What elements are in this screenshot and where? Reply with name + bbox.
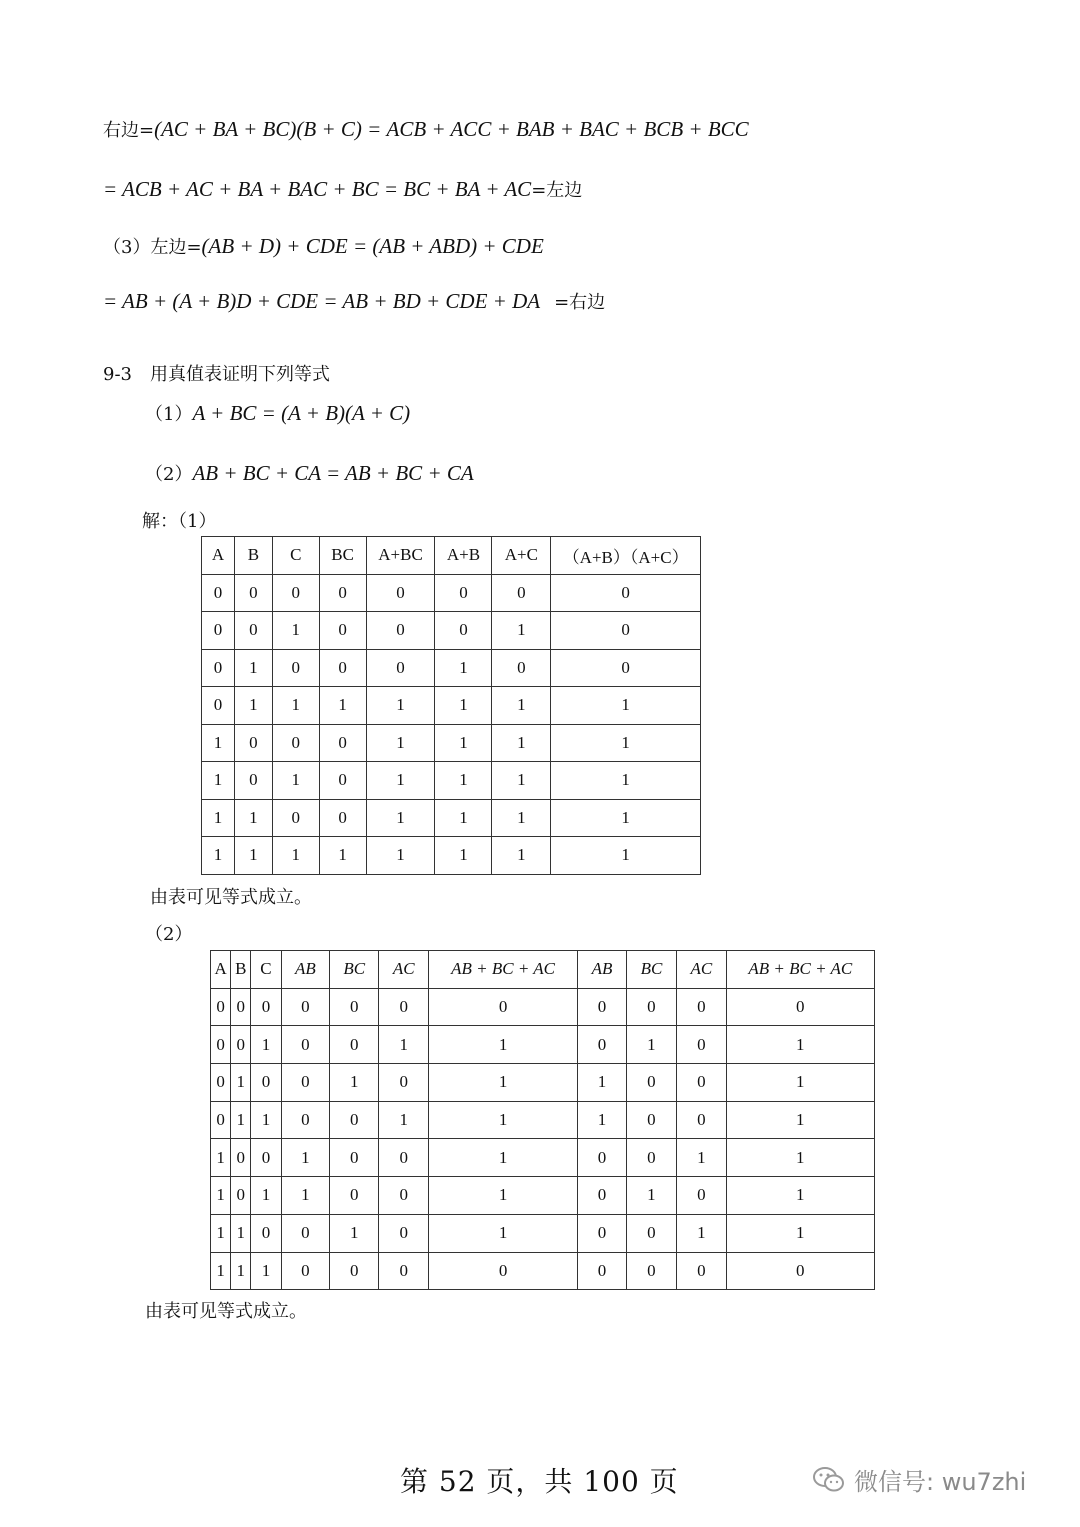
table-cell: 0: [626, 1252, 676, 1290]
table-cell: 1: [211, 1252, 231, 1290]
table-cell: 1: [366, 837, 435, 875]
table-cell: 1: [202, 724, 235, 762]
table-cell: 0: [211, 1064, 231, 1102]
table-cell: 0: [281, 1026, 329, 1064]
equation-line-4: [103, 288, 605, 314]
table-row: [202, 837, 701, 875]
problem-item-2: [145, 460, 474, 486]
table-cell: 0: [330, 1252, 379, 1290]
table-cell: 1: [578, 1101, 626, 1139]
table-cell: 1: [366, 724, 435, 762]
table-cell: 0: [578, 1214, 626, 1252]
header-cell: A: [211, 951, 231, 989]
table-cell: 0: [319, 574, 366, 612]
table-cell: 1: [435, 724, 492, 762]
eq4-math: = AB + (A + B)D + CDE = AB + BD + CDE + DA: [103, 289, 541, 313]
eq1-prefix: 右边=: [103, 120, 155, 141]
table-cell: 0: [251, 988, 281, 1026]
header-cell: （A+B）（A+C）: [551, 537, 701, 575]
table-cell: 0: [330, 1026, 379, 1064]
table-cell: 0: [281, 1214, 329, 1252]
table-cell: 1: [435, 762, 492, 800]
table-cell: 1: [251, 1026, 281, 1064]
table-cell: 0: [379, 1252, 428, 1290]
header-row: [202, 537, 701, 575]
table-cell: 0: [428, 1252, 577, 1290]
table-row: [202, 762, 701, 800]
table-cell: 0: [578, 1026, 626, 1064]
table-row: [202, 724, 701, 762]
table-cell: 1: [428, 1064, 577, 1102]
table-cell: 0: [578, 988, 626, 1026]
header-cell: BC: [626, 951, 676, 989]
table-cell: 0: [379, 1177, 428, 1215]
problem-item-1: [145, 400, 410, 426]
table-cell: 1: [428, 1026, 577, 1064]
header-cell: AC: [379, 951, 428, 989]
table-cell: 1: [231, 1101, 251, 1139]
table-row: [211, 1177, 875, 1215]
table-cell: 0: [551, 612, 701, 650]
header-cell: AB: [578, 951, 626, 989]
item1-math: A + BC = (A + B)(A + C): [192, 401, 411, 425]
table-cell: 1: [435, 687, 492, 725]
table-cell: 1: [428, 1139, 577, 1177]
truth-table-2: [210, 950, 875, 1290]
table-cell: 0: [272, 724, 319, 762]
table-cell: 1: [251, 1101, 281, 1139]
table-cell: 0: [379, 1064, 428, 1102]
table-cell: 0: [211, 1026, 231, 1064]
table-cell: 1: [435, 799, 492, 837]
equation-line-3: [103, 233, 544, 259]
table-cell: 1: [379, 1026, 428, 1064]
header-cell: A+B: [435, 537, 492, 575]
truth-table-1: [201, 536, 701, 875]
table-cell: 1: [231, 1064, 251, 1102]
table-cell: 0: [231, 1177, 251, 1215]
table-cell: 0: [551, 574, 701, 612]
table-cell: 1: [492, 837, 551, 875]
equation-line-1: [103, 116, 749, 142]
table-cell: 1: [272, 837, 319, 875]
table-cell: 0: [435, 612, 492, 650]
table-cell: 0: [578, 1139, 626, 1177]
table-cell: 0: [726, 1252, 874, 1290]
equation-line-2: [103, 176, 582, 202]
table-cell: 0: [626, 1064, 676, 1102]
header-cell: AB + BC + AC: [726, 951, 874, 989]
table-cell: 0: [231, 988, 251, 1026]
eq4-suffix: =右边: [554, 292, 606, 313]
table-cell: 0: [202, 574, 235, 612]
table-cell: 0: [281, 1252, 329, 1290]
table-cell: 0: [202, 612, 235, 650]
table-cell: 1: [677, 1139, 726, 1177]
table-cell: 1: [211, 1139, 231, 1177]
table-cell: 1: [492, 612, 551, 650]
watermark: [812, 1462, 1026, 1497]
table-cell: 0: [231, 1139, 251, 1177]
table-row: [202, 687, 701, 725]
table-row: [211, 1139, 875, 1177]
table-cell: 1: [492, 762, 551, 800]
table-cell: 0: [366, 612, 435, 650]
header-row: [211, 951, 875, 989]
table-cell: 0: [251, 1139, 281, 1177]
table-cell: 0: [272, 649, 319, 687]
conclusion-1: 由表可见等式成立。: [150, 887, 312, 908]
table-cell: 0: [330, 1101, 379, 1139]
header-cell: AB: [281, 951, 329, 989]
header-cell: B: [231, 951, 251, 989]
table-cell: 1: [726, 1101, 874, 1139]
eq3-math: (AB + D) + CDE = (AB + ABD) + CDE: [201, 234, 544, 258]
table-cell: 1: [272, 762, 319, 800]
eq3-prefix: （3）左边=: [103, 237, 202, 258]
table-cell: 1: [379, 1101, 428, 1139]
problem-title: 9-3 用真值表证明下列等式: [103, 364, 330, 385]
table-cell: 0: [626, 1101, 676, 1139]
table-cell: 0: [234, 574, 272, 612]
table-cell: 0: [726, 988, 874, 1026]
table-cell: 0: [330, 1139, 379, 1177]
item2-label: （2）: [145, 464, 193, 485]
table-cell: 1: [281, 1177, 329, 1215]
table-row: [202, 574, 701, 612]
part2-label: （2）: [145, 924, 193, 945]
table-row: [211, 1026, 875, 1064]
header-cell: BC: [330, 951, 379, 989]
table-cell: 1: [551, 687, 701, 725]
table-cell: 0: [379, 1139, 428, 1177]
table-cell: 0: [626, 1139, 676, 1177]
table-cell: 1: [726, 1139, 874, 1177]
table-cell: 1: [202, 837, 235, 875]
table-cell: 0: [319, 762, 366, 800]
table-row: [211, 1064, 875, 1102]
table-cell: 0: [578, 1177, 626, 1215]
table-cell: 1: [211, 1177, 231, 1215]
table-cell: 1: [281, 1139, 329, 1177]
table-cell: 0: [211, 1101, 231, 1139]
table-cell: 0: [231, 1026, 251, 1064]
table-cell: 0: [379, 1214, 428, 1252]
header-cell: A+BC: [366, 537, 435, 575]
table-cell: 0: [677, 1101, 726, 1139]
wechat-icon: [812, 1465, 846, 1495]
table-cell: 0: [379, 988, 428, 1026]
table-cell: 1: [319, 687, 366, 725]
table-cell: 1: [231, 1252, 251, 1290]
solution-label: 解：（1）: [142, 511, 217, 532]
table-cell: 1: [330, 1064, 379, 1102]
item1-label: （1）: [145, 404, 193, 425]
table-row: [202, 649, 701, 687]
header-cell: A: [202, 537, 235, 575]
table-cell: 0: [435, 574, 492, 612]
table-cell: 1: [492, 724, 551, 762]
table-cell: 0: [202, 649, 235, 687]
table-cell: 0: [319, 724, 366, 762]
table-cell: 1: [319, 837, 366, 875]
table-cell: 1: [366, 762, 435, 800]
table-cell: 1: [202, 799, 235, 837]
table-cell: 1: [551, 837, 701, 875]
table-cell: 1: [677, 1214, 726, 1252]
table-cell: 1: [272, 612, 319, 650]
table-cell: 1: [492, 687, 551, 725]
table-cell: 1: [551, 799, 701, 837]
header-cell: B: [234, 537, 272, 575]
table-cell: 1: [234, 687, 272, 725]
table-cell: 1: [234, 649, 272, 687]
table-cell: 1: [330, 1214, 379, 1252]
table-cell: 0: [330, 1177, 379, 1215]
table-cell: 0: [281, 1064, 329, 1102]
table-cell: 1: [428, 1214, 577, 1252]
watermark-text: 微信号: wu7zhi: [854, 1468, 1027, 1496]
table-cell: 0: [319, 612, 366, 650]
table-cell: 1: [366, 687, 435, 725]
table-cell: 0: [272, 574, 319, 612]
table-cell: 0: [281, 988, 329, 1026]
table-cell: 1: [251, 1252, 281, 1290]
table-row: [211, 1101, 875, 1139]
table-cell: 0: [234, 762, 272, 800]
table-cell: 0: [492, 574, 551, 612]
table-cell: 1: [578, 1064, 626, 1102]
table-cell: 0: [330, 988, 379, 1026]
table-row: [211, 1214, 875, 1252]
table-cell: 1: [234, 837, 272, 875]
table-cell: 0: [428, 988, 577, 1026]
table-cell: 0: [251, 1214, 281, 1252]
item2-math: AB + BC + CA = AB + BC + CA: [192, 461, 474, 485]
table-cell: 0: [202, 687, 235, 725]
table-cell: 0: [578, 1252, 626, 1290]
table-cell: 0: [319, 649, 366, 687]
table-cell: 0: [281, 1101, 329, 1139]
table-row: [211, 1252, 875, 1290]
table-cell: 0: [234, 612, 272, 650]
table-cell: 1: [272, 687, 319, 725]
table-cell: 1: [435, 837, 492, 875]
header-cell: C: [251, 951, 281, 989]
table-cell: 1: [551, 762, 701, 800]
eq2-math: = ACB + AC + BA + BAC + BC = BC + BA + AC: [103, 177, 532, 201]
table-row: [202, 799, 701, 837]
table-cell: 0: [211, 988, 231, 1026]
table-cell: 0: [677, 1064, 726, 1102]
table-cell: 0: [626, 988, 676, 1026]
eq2-suffix: =左边: [531, 180, 583, 201]
table-cell: 1: [626, 1177, 676, 1215]
table-cell: 1: [202, 762, 235, 800]
table-cell: 0: [366, 574, 435, 612]
table-cell: 0: [366, 649, 435, 687]
table-cell: 0: [272, 799, 319, 837]
table-cell: 0: [551, 649, 701, 687]
table-cell: 0: [319, 799, 366, 837]
table-cell: 1: [234, 799, 272, 837]
table-cell: 0: [677, 988, 726, 1026]
table-cell: 0: [677, 1252, 726, 1290]
header-cell: BC: [319, 537, 366, 575]
header-cell: AC: [677, 951, 726, 989]
table-cell: 1: [428, 1101, 577, 1139]
table-cell: 1: [231, 1214, 251, 1252]
table-cell: 1: [726, 1177, 874, 1215]
table-cell: 1: [435, 649, 492, 687]
table-cell: 1: [251, 1177, 281, 1215]
eq1-math: (AC + BA + BC)(B + C) = ACB + ACC + BAB + BAC + BCB + BCC: [154, 117, 749, 141]
table-cell: 0: [234, 724, 272, 762]
table-cell: 1: [726, 1026, 874, 1064]
table-cell: 1: [726, 1214, 874, 1252]
table-row: [202, 612, 701, 650]
table-cell: 0: [251, 1064, 281, 1102]
table-cell: 1: [366, 799, 435, 837]
table-cell: 1: [626, 1026, 676, 1064]
header-cell: C: [272, 537, 319, 575]
page-footer: 第 52 页，共 100 页: [400, 1465, 679, 1498]
table-cell: 1: [551, 724, 701, 762]
table-row: [211, 988, 875, 1026]
table-cell: 1: [492, 799, 551, 837]
table-cell: 1: [726, 1064, 874, 1102]
header-cell: AB + BC + AC: [428, 951, 577, 989]
header-cell: A+C: [492, 537, 551, 575]
table-cell: 0: [492, 649, 551, 687]
table-cell: 0: [677, 1026, 726, 1064]
table-cell: 1: [428, 1177, 577, 1215]
table-cell: 1: [211, 1214, 231, 1252]
table-cell: 0: [626, 1214, 676, 1252]
conclusion-2: 由表可见等式成立。: [145, 1301, 307, 1322]
table-cell: 0: [677, 1177, 726, 1215]
